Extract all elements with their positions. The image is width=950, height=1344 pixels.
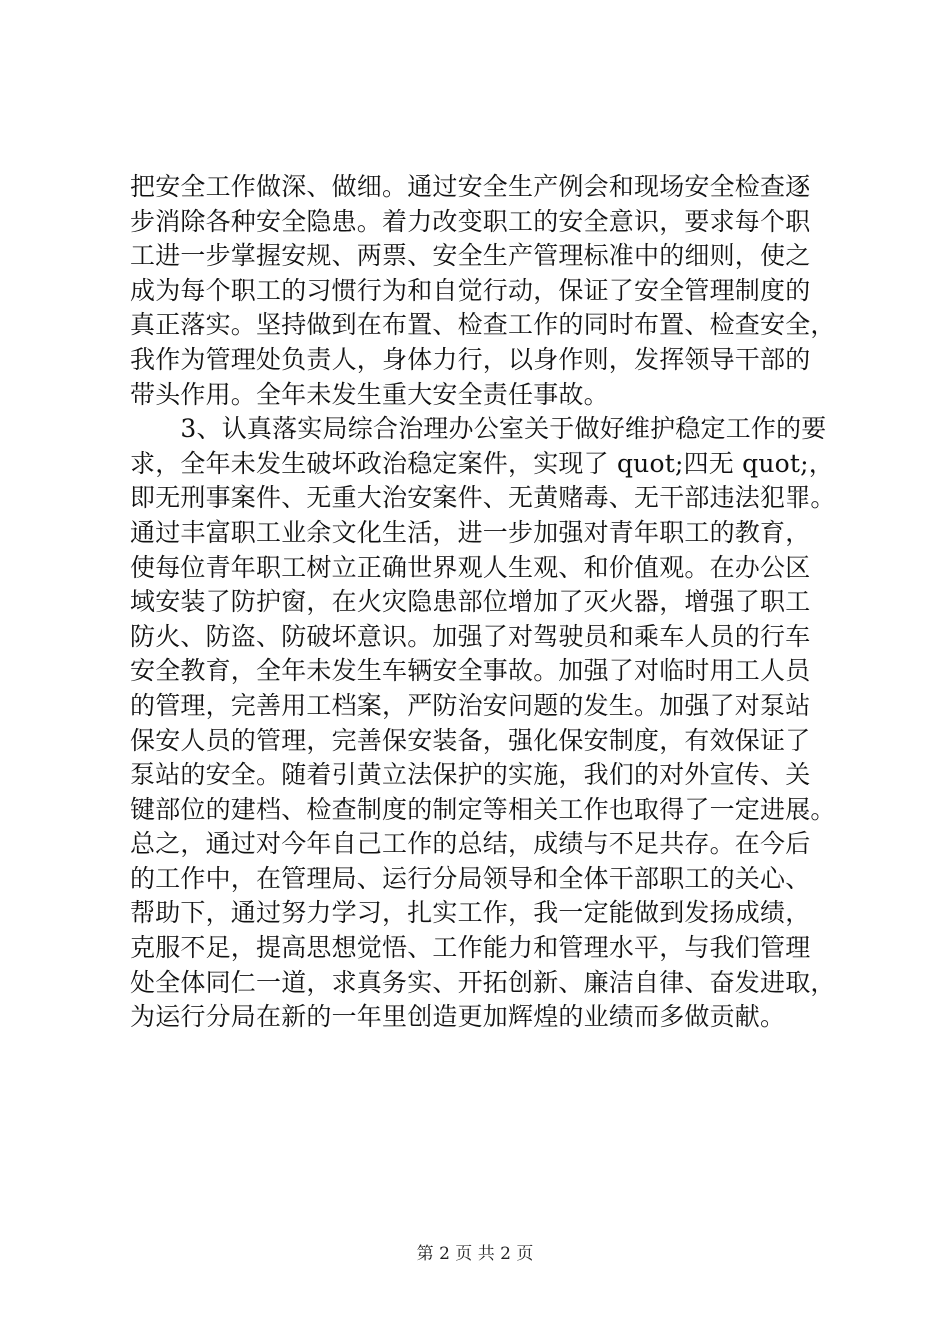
text-line: 我作为管理处负责人，身体力行，以身作则，发挥领导干部的 (130, 344, 811, 374)
text-line: 总之，通过对今年自己工作的总结，成绩与不足共存。在今后 (130, 829, 811, 859)
text-line: 带头作用。全年未发生重大安全责任事故。 (130, 379, 609, 409)
text-line: 的管理，完善用工档案，严防治安问题的发生。加强了对泵站 (130, 690, 811, 720)
text-line: 求，全年未发生破坏政治稳定案件，实现了 quot;四无 quot;， (130, 448, 834, 478)
text-line: 真正落实。坚持做到在布置、检查工作的同时布置、检查安全， (130, 310, 836, 340)
text-line: 帮助下，通过努力学习，扎实工作，我一定能做到发扬成绩， (130, 898, 811, 928)
text-line: 步消除各种安全隐患。着力改变职工的安全意识，要求每个职 (130, 206, 811, 236)
page-number-footer: 第 2 页 共 2 页 (416, 1244, 534, 1264)
text-line: 工进一步掌握安规、两票、安全生产管理标准中的细则，使之 (130, 241, 811, 271)
text-line: 键部位的建档、检查制度的制定等相关工作也取得了一定进展。 (130, 794, 836, 824)
text-line: 的工作中，在管理局、运行分局领导和全体干部职工的关心、 (130, 863, 811, 893)
text-line: 保安人员的管理，完善保安装备，强化保安制度，有效保证了 (130, 725, 811, 755)
text-line: 使每位青年职工树立正确世界观人生观、和价值观。在办公区 (130, 552, 811, 582)
text-line: 为运行分局在新的一年里创造更加辉煌的业绩而多做贡献。 (130, 1002, 786, 1032)
body-text (130, 170, 840, 1035)
text-line: 域安装了防护窗，在火灾隐患部位增加了灭火器，增强了职工 (130, 587, 811, 617)
text-line: 泵站的安全。随着引黄立法保护的实施，我们的对外宣传、关 (130, 760, 811, 790)
text-line: 把安全工作做深、做细。通过安全生产例会和现场安全检查逐 (130, 172, 811, 201)
text-line: 克服不足，提高思想觉悟、工作能力和管理水平，与我们管理 (130, 933, 811, 963)
text-line: 防火、防盗、防破坏意识。加强了对驾驶员和乘车人员的行车 (130, 621, 811, 651)
text-line: 安全教育，全年未发生车辆安全事故。加强了对临时用工人员 (130, 656, 811, 686)
text-line: 3、认真落实局综合治理办公室关于做好维护稳定工作的要 (130, 414, 827, 444)
text-line: 处全体同仁一道，求真务实、开拓创新、廉洁自律、奋发进取， (130, 967, 836, 997)
text-line: 即无刑事案件、无重大治安案件、无黄赌毒、无干部违法犯罪。 (130, 483, 836, 513)
text-line: 通过丰富职工业余文化生活，进一步加强对青年职工的教育， (130, 517, 811, 547)
text-line: 成为每个职工的习惯行为和自觉行动，保证了安全管理制度的 (130, 275, 811, 305)
